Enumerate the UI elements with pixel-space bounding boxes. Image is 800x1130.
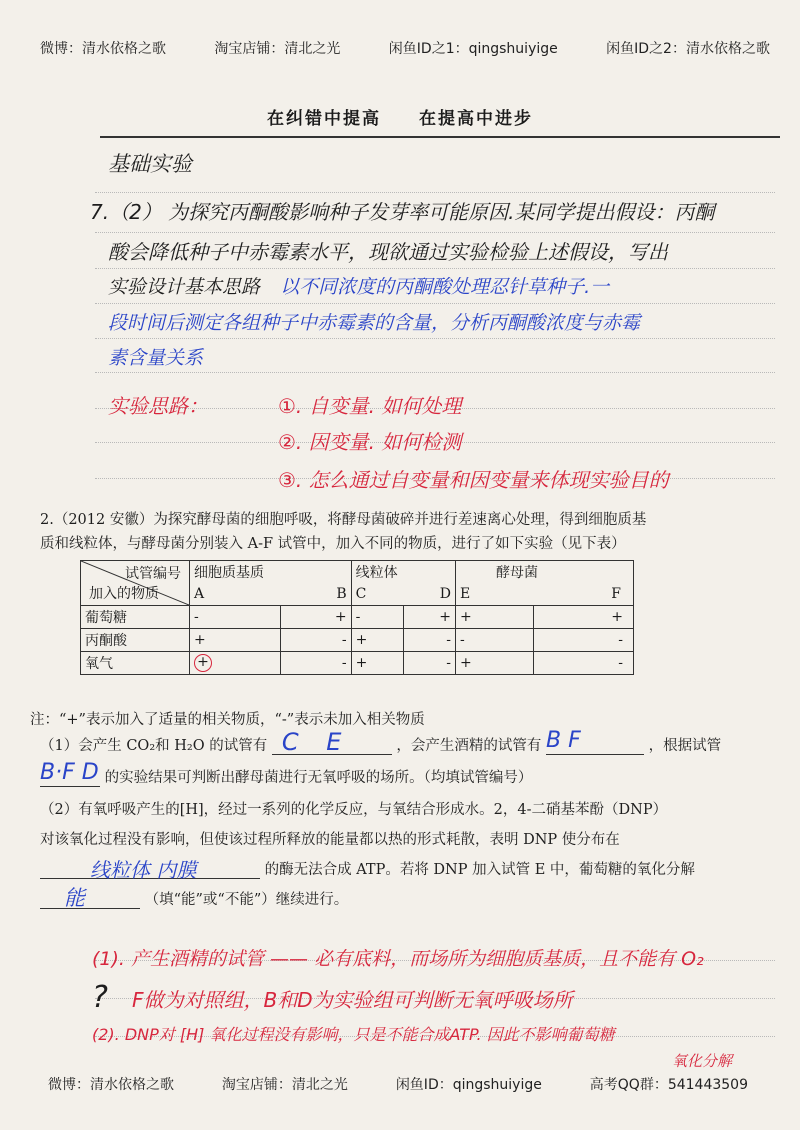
diag-top-label: 试管编号	[125, 566, 181, 582]
tube-label: F	[533, 583, 633, 606]
header-xianyu-2: 闲鱼ID之2：清水依格之歌	[606, 41, 770, 57]
cell: -	[403, 629, 455, 652]
answer-line-5: 素含量关系	[108, 347, 204, 369]
footer-weibo: 微博：清水依格之歌	[48, 1077, 174, 1093]
cell-circled	[190, 652, 281, 675]
diag-bottom-label: 加入的物质	[89, 586, 159, 602]
experiment-table	[80, 560, 634, 675]
cell: -	[403, 652, 455, 675]
idea-1: ①. 自变量. 如何处理	[278, 394, 462, 418]
q2-line-2: 质和线粒体，与酵母菌分别装入 A-F 试管中，加入不同的物质，进行了如下实验（见下表）	[40, 536, 626, 552]
notes-heading: 基础实验	[108, 152, 192, 176]
tube-label: E	[455, 583, 533, 606]
cell: -	[190, 606, 281, 629]
answer-location: 线粒体 内膜	[90, 858, 197, 882]
q2-part2-line-d	[40, 888, 348, 909]
cell: +	[351, 652, 403, 675]
q2-part1-b: ，会产生酒精的试管有	[396, 738, 542, 754]
group-header-mitochondria: 线粒体	[351, 561, 455, 584]
cell: +	[190, 629, 281, 652]
table-row	[81, 652, 634, 675]
q2-part1-line	[40, 728, 722, 756]
table-note: 注：“+”表示加入了适量的相关物质，“-”表示未加入相关物质	[30, 712, 425, 728]
footer-taobao: 淘宝店铺：清北之光	[221, 1077, 348, 1093]
correction-line-3: (2). DNP对 [H] 氧化过程没有影响，只是不能合成ATP. 因此不影响葡萄糖	[92, 1025, 615, 1044]
table-row	[81, 629, 634, 652]
tube-label: B	[281, 583, 351, 606]
diagonal-header-cell	[81, 561, 190, 606]
q7-line-1	[90, 196, 715, 225]
idea-label: 实验思路：	[108, 394, 208, 418]
row-label: 丙酮酸	[81, 629, 190, 652]
q2-line-1: 2.（2012 安徽）为探究酵母菌的细胞呼吸，将酵母菌破碎并进行差速离心处理，得到细胞质基	[40, 512, 647, 528]
q7-line-3	[108, 272, 609, 299]
cell: +	[281, 606, 351, 629]
cell: +	[351, 629, 403, 652]
cell: +	[455, 606, 533, 629]
cell: -	[455, 629, 533, 652]
banner-title: 在纠错中提高 在提高中进步	[267, 109, 533, 129]
footer-xianyu: 闲鱼ID：qingshuiyige	[395, 1077, 542, 1093]
answer-co2-tubes: C E	[281, 728, 352, 756]
cell: -	[281, 629, 351, 652]
cell: +	[455, 652, 533, 675]
answer-blank-anaerobic	[40, 760, 100, 787]
q2-part1-d: 的实验结果可判断出酵母菌进行无氧呼吸的场所。（均填试管编号）	[104, 770, 533, 786]
answer-blank-co2	[272, 728, 392, 756]
answer-blank-alcohol	[546, 728, 644, 755]
table-header-row	[81, 561, 634, 584]
answer-blank-can	[40, 886, 140, 910]
table-row	[81, 606, 634, 629]
cell: -	[533, 629, 633, 652]
q7-prefix: 7.（2）	[90, 200, 162, 224]
q7-line-2: 酸会降低种子中赤霉素水平，现欲通过实验检验上述假设，写出	[108, 240, 668, 264]
page-header	[40, 38, 770, 58]
q2-part2-b: 对该氧化过程没有影响，但使该过程所释放的能量都以热的形式耗散，表明 DNP 使分布在	[40, 832, 620, 848]
q2-part2-d: （填“能”或“不能”）继续进行。	[144, 892, 349, 908]
footer-qq-group: 高考QQ群：541443509	[589, 1077, 748, 1093]
correction-line-2: F做为对照组，B和D为实验组可判断无氧呼吸场所	[132, 988, 573, 1012]
cell: +	[403, 606, 455, 629]
q2-part1-a: （1）会产生 CO₂和 H₂O 的试管有	[40, 738, 268, 754]
question-mark: ?	[92, 980, 108, 1015]
answer-anaerobic-tubes: B·F D	[40, 760, 99, 785]
page-footer	[48, 1074, 748, 1094]
ruled-line	[95, 268, 775, 269]
header-xianyu-1: 闲鱼ID之1：qingshuiyige	[388, 41, 558, 57]
q7-text-3: 实验设计基本思路	[108, 276, 261, 298]
tube-label: C	[351, 583, 403, 606]
answer-line-4: 段时间后测定各组种子中赤霉素的含量，分析丙酮酸浓度与赤霉	[108, 312, 641, 334]
answer-blank-location	[40, 858, 260, 882]
idea-2: ②. 因变量. 如何检测	[278, 430, 462, 454]
answer-can: 能	[64, 886, 85, 910]
ruled-line	[95, 192, 775, 193]
q2-part2-a: （2）有氧呼吸产生的[H]，经过一系列的化学反应，与氧结合形成水。2，4-二硝基苯酚（DNP）	[40, 802, 668, 818]
ruled-line	[95, 372, 775, 373]
answer-line-3: 以不同浓度的丙酮酸处理忍针草种子.一	[280, 276, 610, 298]
correction-line-1: (1). 产生酒精的试管 —— 必有底料，而场所为细胞质基质，且不能有 O₂	[92, 948, 704, 970]
cell: -	[351, 606, 403, 629]
cell: -	[281, 652, 351, 675]
q2-part1-c: ，根据试管	[648, 738, 722, 754]
tube-label: A	[190, 583, 281, 606]
header-weibo: 微博：清水依格之歌	[40, 41, 166, 57]
idea-3: ③. 怎么通过自变量和因变量来体现实验目的	[278, 468, 669, 492]
ruled-line	[95, 303, 775, 304]
tube-label: D	[403, 583, 455, 606]
header-taobao: 淘宝店铺：清北之光	[214, 41, 341, 57]
circled-plus: +	[194, 654, 212, 672]
banner-rule	[100, 136, 780, 138]
ruled-line	[95, 338, 775, 339]
correction-line-4: 氧化分解	[672, 1052, 733, 1070]
cell: -	[533, 652, 633, 675]
cell: +	[533, 606, 633, 629]
q7-text-1: 为探究丙酮酸影响种子发芽率可能原因.某同学提出假设：丙酮	[168, 200, 715, 224]
group-header-cytoplasm: 细胞质基质	[190, 561, 352, 584]
row-label: 氧气	[81, 652, 190, 675]
ruled-line	[95, 232, 775, 233]
q2-part2-c: 的酶无法合成 ATP。若将 DNP 加入试管 E 中，葡萄糖的氧化分解	[264, 862, 695, 878]
row-label: 葡萄糖	[81, 606, 190, 629]
answer-alcohol-tubes: B F	[546, 728, 581, 753]
q2-part1-line-2	[40, 760, 533, 787]
q2-part2-line-c	[40, 858, 695, 882]
group-header-yeast: 酵母菌	[455, 561, 633, 584]
